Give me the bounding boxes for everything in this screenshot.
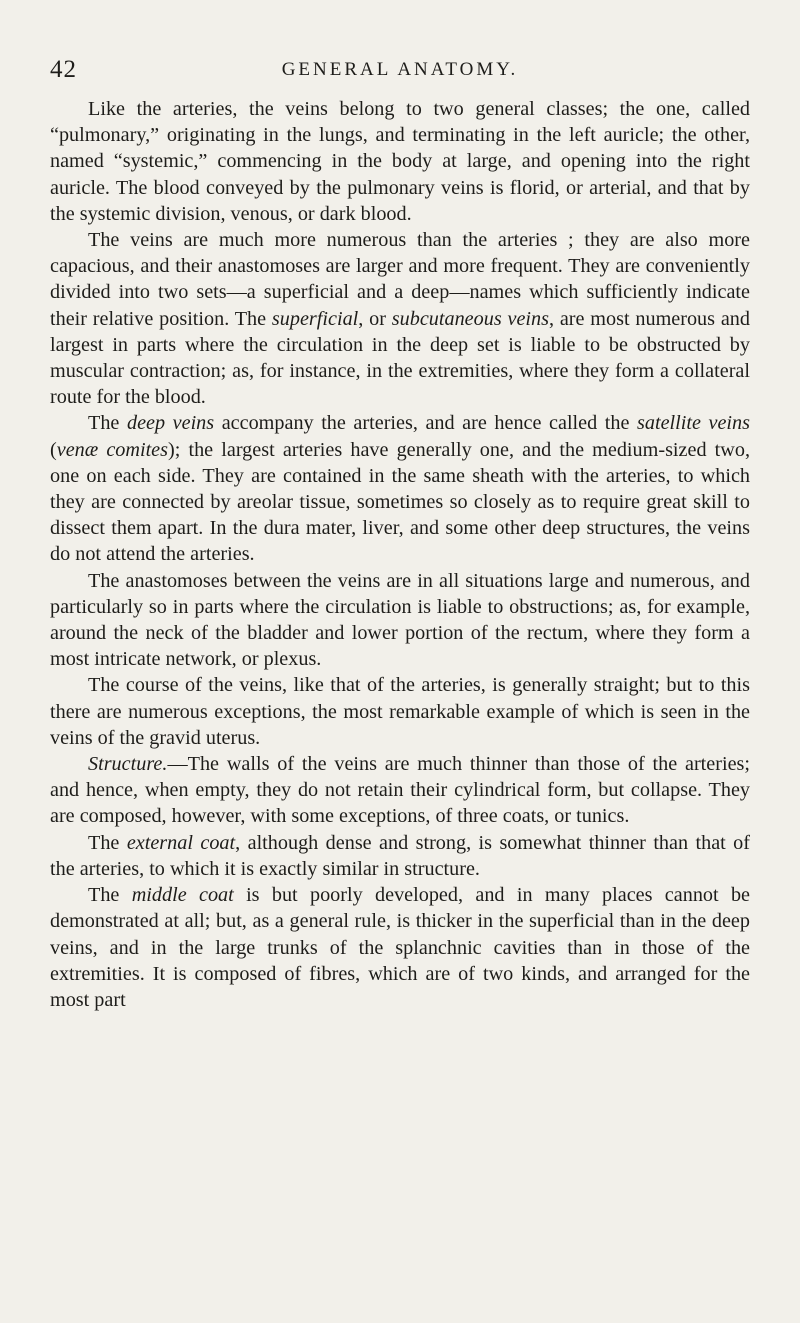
text-run: The veins are much more numerous than the arteries ; they are also more capacious, and their anastomoses are larger and more frequent. They are conveniently divided into two sets—a superficial and a deep—names which sufficiently indicate their relative position. The <box>50 229 750 330</box>
italic-term: satellite veins <box>637 412 750 435</box>
text-run: The anastomoses between the veins are in all situations large and numerous, and particularly so in parts where the circulation is liable to obstructions; as, for example, around the neck of the bladder and lower portion of the rectum, where they form a most intricate network, or plexus. <box>50 569 750 671</box>
text-run: accompany the arteries, and are hence called the <box>214 412 638 435</box>
page-header <box>50 56 750 86</box>
text-run: Like the arteries, the veins belong to two general classes; the one, called “pulmonary,” originating in the lungs, and terminating in the left auricle; the other, named “systemic,” commencing in the body at large, and opening into the right auricle. The blood conveyed by the pulmonary veins is florid, or arterial, and that by the systemic division, venous, or dark blood. <box>50 98 750 225</box>
italic-term: subcutaneous veins <box>391 307 549 330</box>
text-run: The <box>88 412 127 435</box>
text-run: , are most numerous and largest in parts where the circulation in the deep set is liable to be obstructed by muscular contraction; as, for instance, in the extremities, where they form a collateral route for the blood. <box>50 307 750 409</box>
paragraph-classes <box>50 96 750 227</box>
text-run: ); the largest arteries have generally one, and the medium-sized two, one on each side. They are contained in the same sheath with the arteries, to which they are connected by areolar tissue, sometimes so closely as to require great skill to dissect them apart. In the dura mater, liver, and some other deep structures, the veins do not attend the arteries. <box>50 438 750 566</box>
text-run: The course of the veins, like that of the arteries, is generally straight; but to this there are numerous exceptions, the most remarkable example of which is seen in the veins of the gravid uterus. <box>50 674 750 749</box>
paragraph-anastomoses <box>50 568 750 673</box>
italic-term: external coat <box>126 831 236 854</box>
text-run: ( <box>50 438 57 461</box>
text-run: is but poorly developed, and in many places cannot be demonstrated at all; but, as a general rule, is thicker in the superficial than in the deep veins, and in the large trunks of the splanchnic cavities than in those of the extremities. It is composed of fibres, which are of two kinds, and arranged for the most part <box>50 884 750 1011</box>
paragraph-structure <box>50 751 750 830</box>
text-run: —The walls of the veins are much thinner than those of the arteries; and hence, when empty, they do not retain their cylindrical form, but collapse. They are composed, however, with some exceptions, of three coats, or tunics. <box>50 753 750 828</box>
paragraph-superficial-veins <box>50 227 750 410</box>
italic-term: middle coat <box>131 884 234 907</box>
paragraph-deep-veins <box>50 410 750 567</box>
paragraph-middle-coat <box>50 882 750 1013</box>
text-run: The <box>88 831 127 854</box>
italic-term: venæ comites <box>56 438 169 461</box>
paragraph-external-coat <box>50 830 750 882</box>
running-title: GENERAL ANATOMY. <box>281 59 519 80</box>
italic-term: superficial <box>271 307 359 330</box>
paragraph-course <box>50 672 750 751</box>
body-text <box>50 96 750 1013</box>
italic-term: Structure. <box>88 753 168 776</box>
text-run: , although dense and strong, is somewhat thinner than that of the arteries, to which it is exactly similar in structure. <box>50 831 750 880</box>
italic-term: deep veins <box>126 412 215 435</box>
text-run: The <box>88 884 132 907</box>
text-run: , or <box>358 307 392 330</box>
page-number: 42 <box>50 56 77 83</box>
